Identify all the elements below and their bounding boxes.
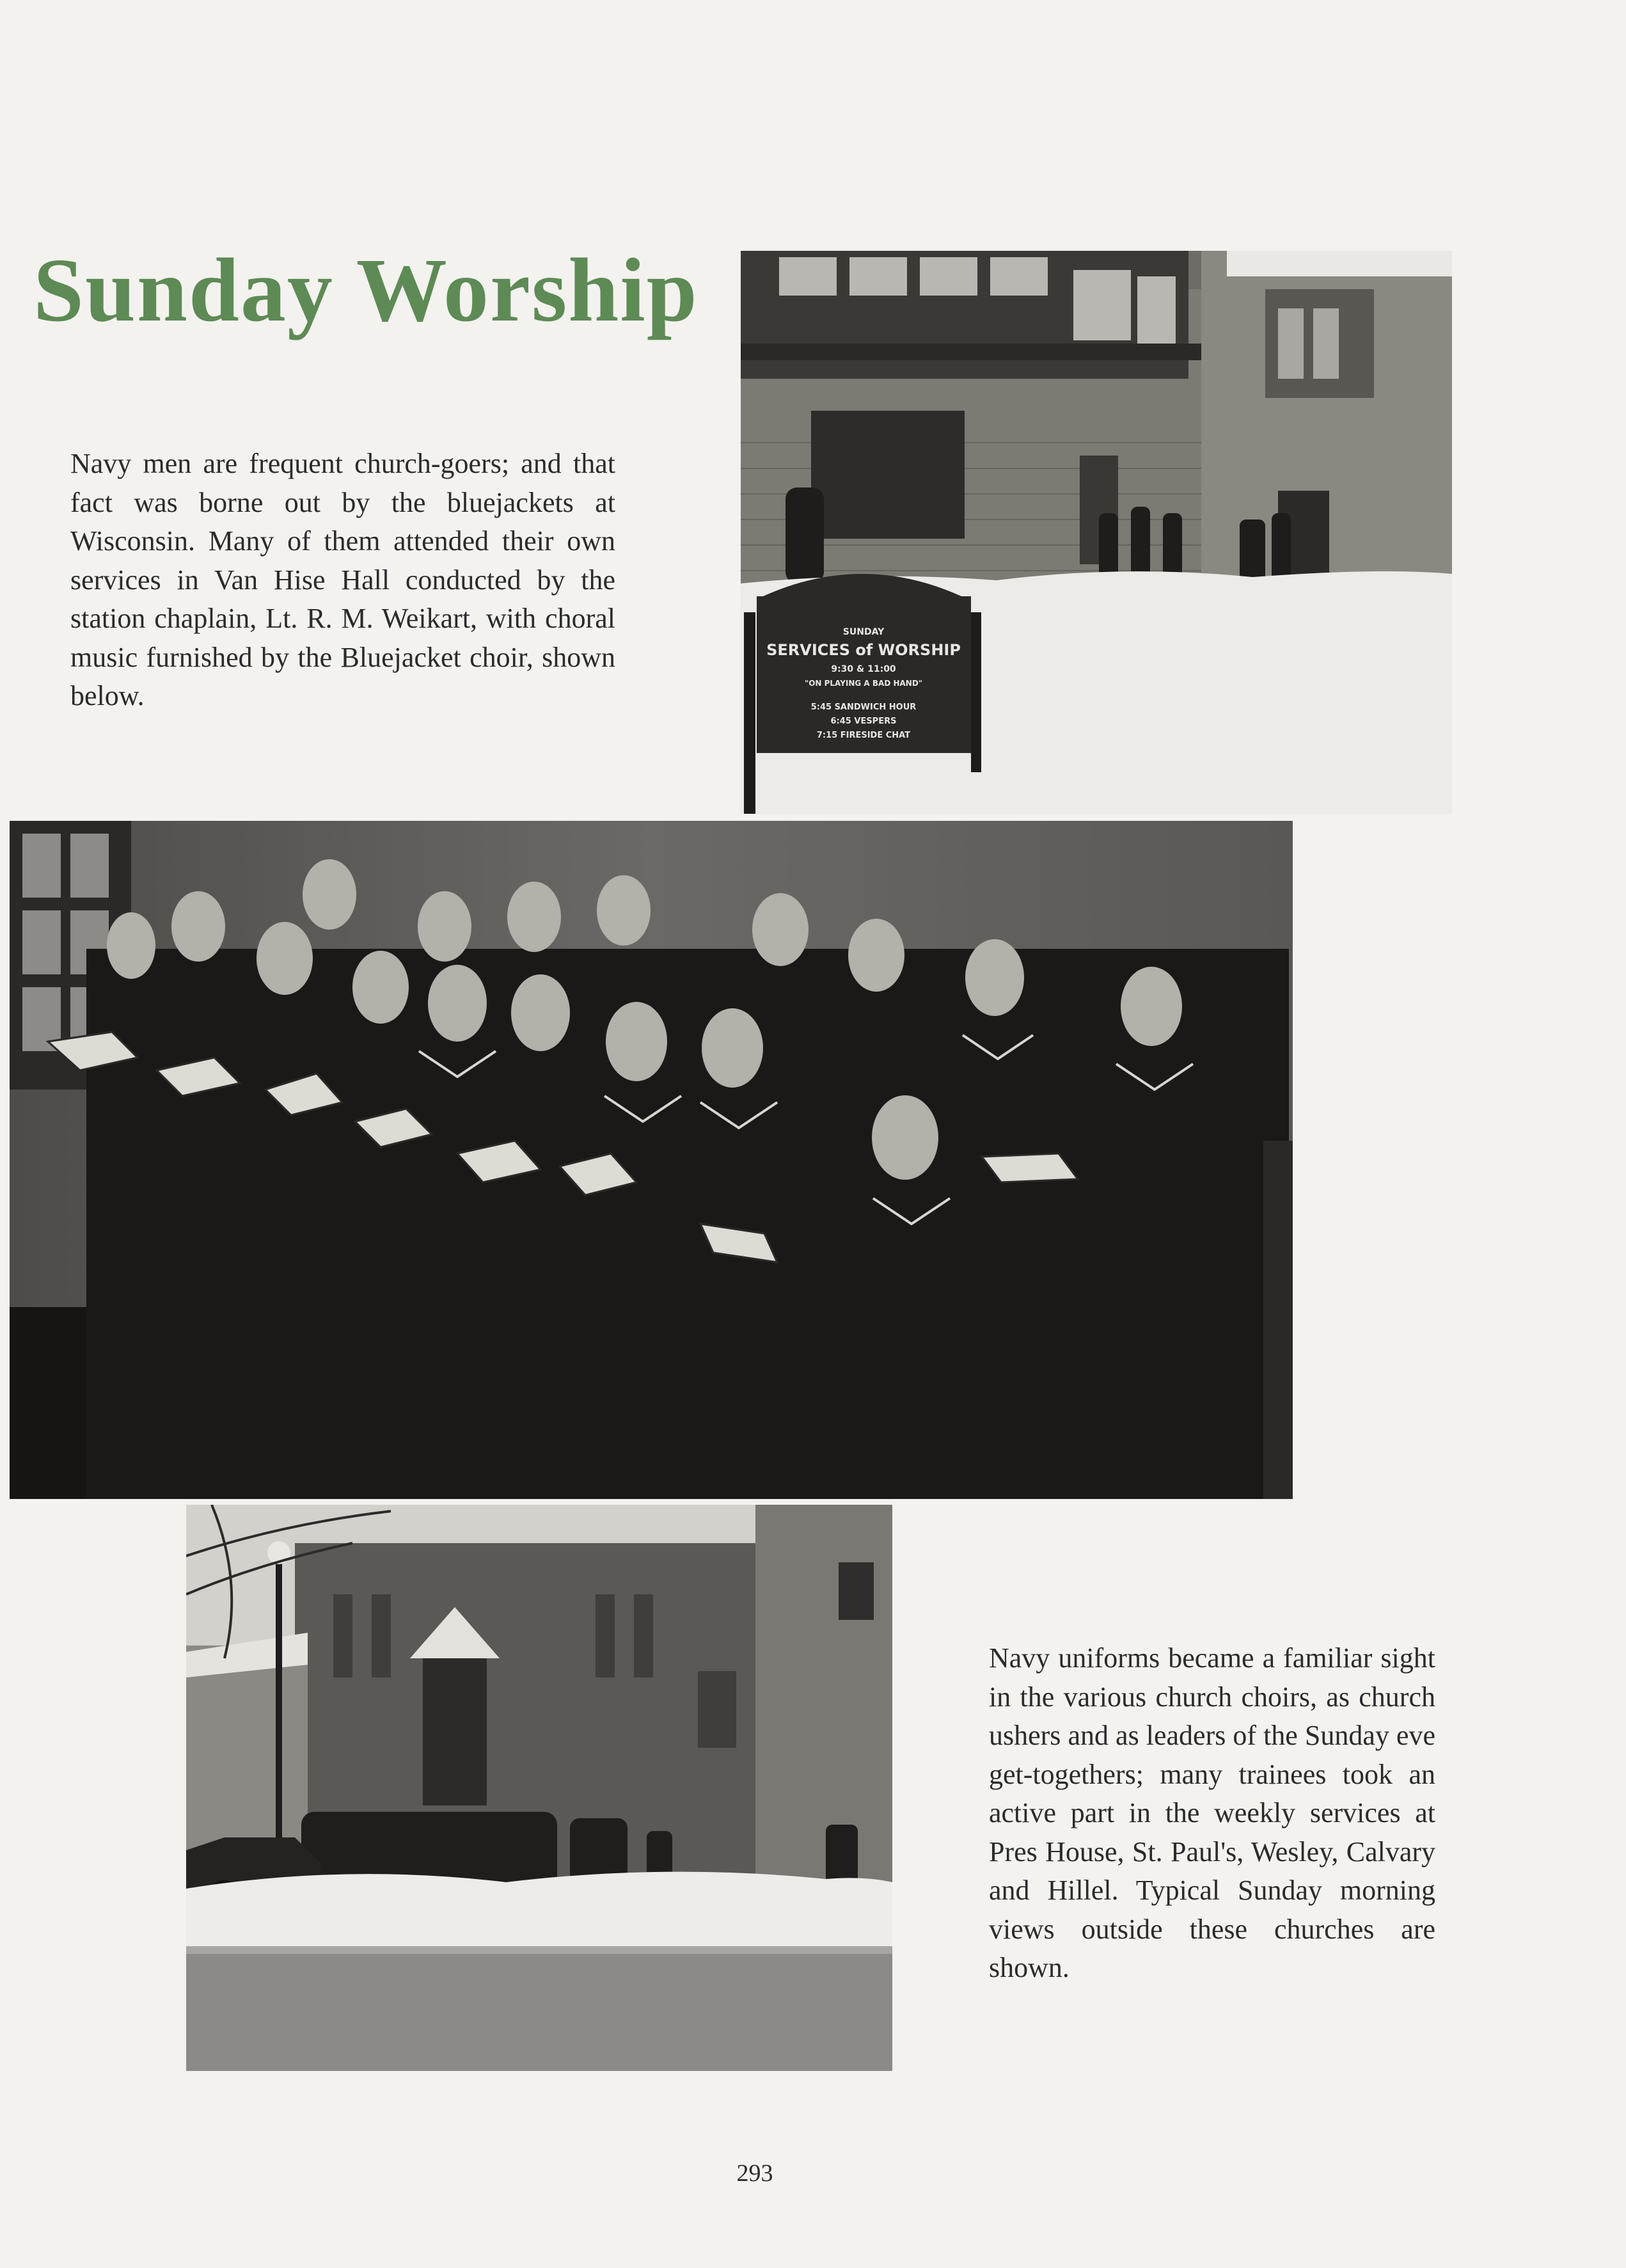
intro-paragraph: Navy men are frequent church-goers; and that fact was borne out by the bluejackets at Wisconsin. Many of them attended their own services in Van Hise Hall conducted by the station chaplain, Lt. R. M. Weikart, with choral music furnished by the Bluejacket choir, shown below. xyxy=(70,448,615,711)
sign-day: SUNDAY xyxy=(842,627,885,637)
sign-heading: SERVICES of WORSHIP xyxy=(766,641,961,659)
photo-bluejacket-choir xyxy=(10,821,1293,1499)
photo-student-center-building xyxy=(741,251,1452,814)
sign-line-1: 5:45 SANDWICH HOUR xyxy=(810,702,917,712)
closing-paragraph: Navy uniforms became a familiar sight in the various church choirs, as church ushers and as leaders of the Sunday eve get-togethers; many trainees took an active part in the weekly services at Pres House, St. Paul's, Wesley, Calvary and Hillel. Typical Sunday morning views outside these churches are shown. xyxy=(989,1642,1435,1983)
sign-times: 9:30 & 11:00 xyxy=(831,664,896,674)
photo-church-exterior xyxy=(186,1505,892,2071)
sign-note: "ON PLAYING A BAD HAND" xyxy=(804,679,923,688)
page-number: 293 xyxy=(736,2160,773,2187)
page-title: Sunday Worship xyxy=(33,239,699,340)
sign-line-3: 7:15 FIRESIDE CHAT xyxy=(816,731,911,740)
sign-line-2: 6:45 VESPERS xyxy=(830,717,897,726)
